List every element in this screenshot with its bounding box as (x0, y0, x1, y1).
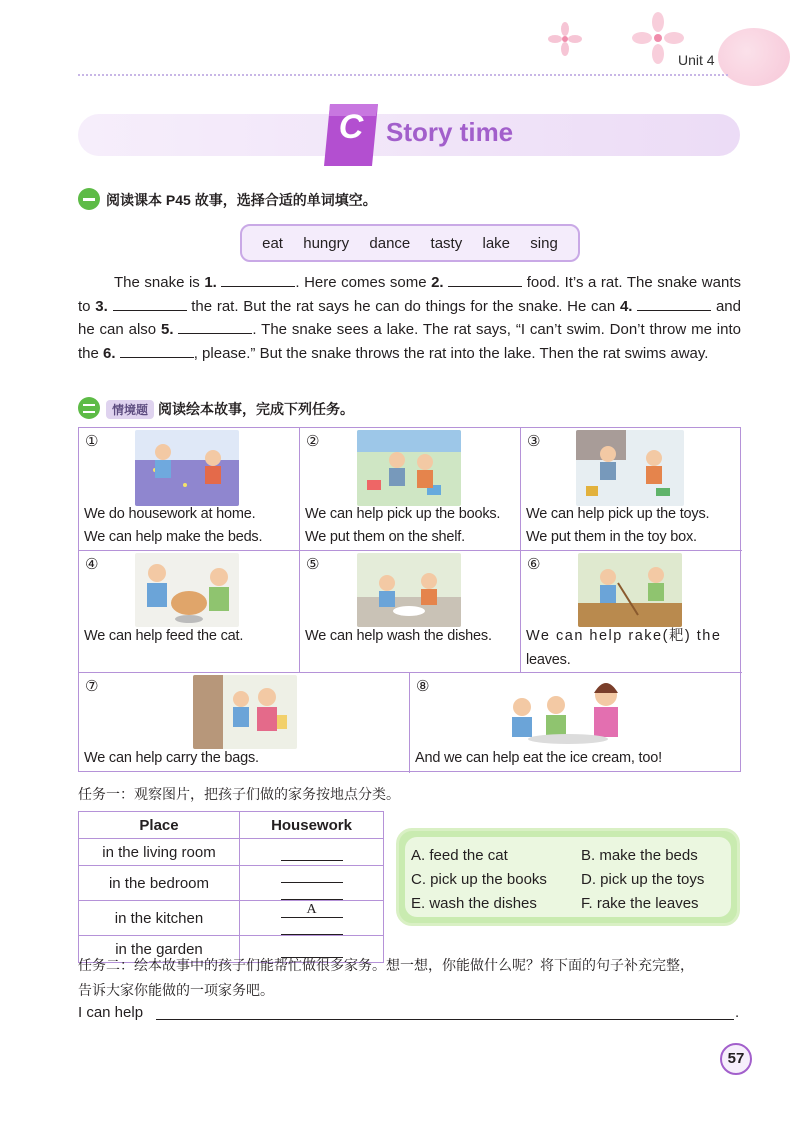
unit-label: Unit 4 (678, 52, 715, 68)
section-one-icon (78, 188, 100, 210)
feeding-cat-picture (135, 553, 239, 627)
raking-leaves-picture (578, 553, 682, 627)
eating-ice-cream-picture (498, 675, 628, 749)
story-panel: ③ We can help pick up the toys. We put them in the toy box. (521, 428, 742, 551)
story-panel: ⑤ We can help wash the dishes. (300, 551, 521, 673)
task-two-answer-line[interactable] (156, 1019, 734, 1020)
option-item: C. pick up the books (411, 871, 547, 888)
word-bank-item: dance (369, 234, 411, 252)
options-box (396, 828, 740, 926)
task-one-title: 任务一：观察图片，把孩子们做的家务按地点分类。 (78, 786, 400, 802)
making-beds-picture (135, 430, 239, 506)
washing-dishes-picture (357, 553, 461, 627)
story-panel: ⑦ We can help carry the bags. (79, 673, 410, 773)
table-row: in the living room (79, 839, 384, 866)
table-header: Place (79, 812, 240, 839)
answer-blank-4[interactable] (637, 297, 711, 311)
table-row: in the bedroom (79, 866, 384, 901)
answer-field[interactable]: A (281, 902, 343, 918)
table-header: Housework (240, 812, 384, 839)
pink-blob-decoration (718, 28, 790, 86)
story-panel: ④ We can help feed the cat. (79, 551, 300, 673)
story-panel: ⑥ We can help rake(耙) the leaves. (521, 551, 742, 673)
answer-field[interactable] (281, 867, 343, 883)
task-two-title-line1: 任务二：绘本故事中的孩子们能帮忙做很多家务。想一想，你能做什么呢？将下面的句子补充完整， (78, 957, 694, 973)
answer-field[interactable] (281, 884, 343, 900)
answer-blank-2[interactable] (448, 273, 522, 287)
answer-field[interactable] (281, 845, 343, 861)
option-item: F. rake the leaves (581, 895, 699, 912)
word-bank (240, 224, 580, 262)
picking-up-toys-picture (576, 430, 684, 506)
word-bank-item: tasty (430, 234, 463, 252)
answer-blank-1[interactable] (221, 273, 295, 287)
page-number: 57 (720, 1043, 752, 1075)
picking-up-books-picture (357, 430, 461, 506)
option-item: B. make the beds (581, 847, 698, 864)
word-bank-item: lake (482, 234, 511, 252)
picture-story-grid (78, 427, 741, 772)
scenario-tag: 情境题 (106, 400, 154, 419)
word-bank-item: eat (262, 234, 283, 252)
blossom-decoration-icon (548, 22, 582, 56)
table-row: in the kitchen A (79, 901, 384, 936)
section-two-icon (78, 397, 100, 419)
task-two-title-line2: 告诉大家你能做的一项家务吧。 (78, 982, 274, 998)
section-two-instruction: 情境题 阅读绘本故事，完成下列任务。 (106, 399, 354, 419)
place-housework-table (78, 811, 384, 963)
task-two-prompt: I can help (78, 1004, 144, 1021)
option-item: E. wash the dishes (411, 895, 537, 912)
header-divider (78, 74, 728, 76)
section-title: Story time (386, 117, 514, 147)
story-panel: ① We do housework at home. We can help make the beds. (79, 428, 300, 551)
section-letter: C (338, 108, 364, 146)
word-bank-item: sing (530, 234, 558, 252)
story-panel: ② We can help pick up the books. We put them on the shelf. (300, 428, 521, 551)
section-one-instruction: 阅读课本 P45 故事，选择合适的单词填空。 (106, 192, 377, 208)
carrying-bags-picture (193, 675, 297, 749)
option-item: A. feed the cat (411, 847, 508, 864)
story-panel: ⑧ And we can help eat the ice cream, too! (410, 673, 742, 773)
story-passage: The snake is 1. . Here comes some 2. food. It’s a rat. The snake wants to 3. the rat. But the rat says he can do things for the snake. He can 4. and he can also 5. . The snake sees a lake. The rat says, “I can’t swim. Don’t throw me into the 6. , please.” But the snake throws the rat into the lake. Then the rat swims away. (78, 274, 741, 363)
word-bank-item: hungry (303, 234, 350, 252)
blossom-decoration-icon (632, 12, 684, 64)
answer-field[interactable] (281, 919, 343, 935)
option-item: D. pick up the toys (581, 871, 705, 888)
answer-blank-6[interactable] (120, 344, 194, 358)
answer-blank-5[interactable] (178, 320, 252, 334)
task-two-period: . (735, 1004, 740, 1021)
table-row: in the garden (79, 936, 384, 963)
answer-blank-3[interactable] (113, 297, 187, 311)
